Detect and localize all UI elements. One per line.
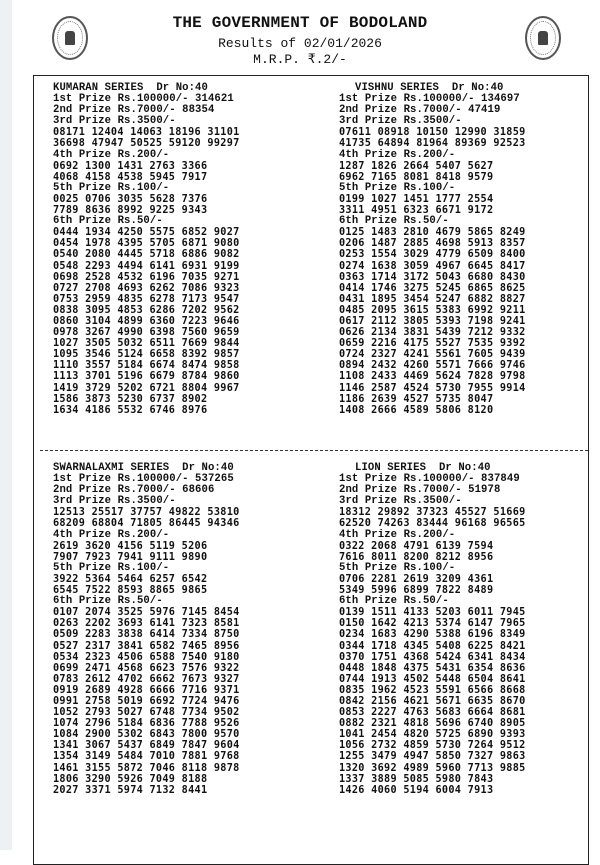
- fifth-prize-numbers: 0025 0706 3035 5628 7376: [53, 193, 208, 205]
- series-heading: SWARNALAXMI SERIES Dr No:40: [53, 462, 234, 474]
- third-prize-numbers: 12513 25517 37757 49822 53810: [53, 507, 240, 519]
- sixth-prize-numbers: 0659 2216 4175 5527 7535 9392: [339, 338, 526, 350]
- sixth-prize-numbers: 0448 1848 4375 5431 6354 8636: [339, 662, 526, 674]
- fifth-prize-numbers: 7789 8636 8992 9225 9343: [53, 205, 208, 217]
- sixth-prize-numbers: 1186 2639 4527 5735 8047: [339, 393, 494, 405]
- sixth-prize-numbers: 0454 1978 4395 5705 6871 9080: [53, 238, 240, 250]
- sixth-prize-numbers: 0139 1511 4133 5203 6011 7945: [339, 607, 526, 619]
- sixth-prize-numbers: 1408 2666 4589 5806 8120: [339, 404, 494, 416]
- fifth-prize-label: 5th Prize Rs.100/-: [339, 181, 456, 194]
- sixth-prize-numbers: 0617 2112 3805 5393 7198 9241: [339, 315, 526, 327]
- third-prize-label: 3rd Prize Rs.3500/-: [53, 115, 176, 128]
- sixth-prize-numbers: 0842 2156 4621 5671 6635 8670: [339, 695, 526, 707]
- sixth-prize-numbers: 0626 2134 3831 5439 7212 9332: [339, 327, 526, 339]
- series-heading: KUMARAN SERIES Dr No:40: [53, 82, 208, 94]
- sixth-prize-numbers: 1634 4186 5532 6746 8976: [53, 404, 208, 416]
- second-prize: 2nd Prize Rs.7000/- 51978: [339, 484, 501, 497]
- sixth-prize-numbers: 0919 2689 4928 6666 7716 9371: [53, 684, 240, 696]
- sixth-prize-numbers: 0527 2317 3841 6582 7465 8956: [53, 640, 240, 652]
- sixth-prize-numbers: 1110 3557 5184 6674 8474 9858: [53, 360, 240, 372]
- second-prize: 2nd Prize Rs.7000/- 47419: [339, 104, 501, 117]
- sixth-prize-label: 6th Prize Rs.50/-: [53, 595, 163, 608]
- sixth-prize-numbers: 1806 3290 5926 7049 8188: [53, 773, 208, 785]
- fourth-prize-numbers: 2619 3620 4156 5119 5206: [53, 540, 208, 552]
- fifth-prize-numbers: 5349 5996 6899 7822 8489: [339, 585, 494, 597]
- sixth-prize-numbers: 0253 1554 3029 4779 6509 8400: [339, 249, 526, 261]
- sixth-prize-numbers: 0894 2432 4260 5571 7666 9746: [339, 360, 526, 372]
- sixth-prize-numbers: 0206 1487 2885 4698 5913 8357: [339, 238, 526, 250]
- sixth-prize-numbers: 0744 1913 4502 5448 6504 8641: [339, 673, 526, 685]
- sixth-prize-numbers: 1586 3873 5230 6737 8902: [53, 393, 208, 405]
- series-block-kumaran: [53, 83, 240, 416]
- sixth-prize-numbers: 0838 3095 4853 6286 7202 9562: [53, 304, 240, 316]
- sixth-prize-numbers: 1108 2433 4469 5624 7828 9798: [339, 371, 526, 383]
- series-heading: LION SERIES Dr No:40: [355, 462, 491, 474]
- third-prize-numbers: 62520 74263 83444 96168 96565: [339, 518, 526, 530]
- fourth-prize-numbers: 7616 8011 8200 8212 8956: [339, 551, 494, 563]
- left-margin-strip: [0, 0, 12, 850]
- sixth-prize-numbers: 0753 2959 4835 6278 7173 9547: [53, 293, 240, 305]
- fourth-prize-label: 4th Prize Rs.200/-: [339, 528, 456, 541]
- sixth-prize-numbers: 0991 2758 5019 6692 7724 9476: [53, 695, 240, 707]
- sixth-prize-numbers: 0540 2080 4445 5718 6886 9082: [53, 249, 240, 261]
- fourth-prize-numbers: 1287 1826 2664 5407 5627: [339, 160, 494, 172]
- second-prize: 2nd Prize Rs.7000/- 68606: [53, 484, 215, 497]
- first-prize: 1st Prize Rs.100000/- 134697: [339, 93, 520, 106]
- fourth-prize-label: 4th Prize Rs.200/-: [53, 528, 170, 541]
- sixth-prize-numbers: 1320 3692 4989 5960 7713 9885: [339, 762, 526, 774]
- sixth-prize-numbers: 0548 2293 4494 6141 6931 9199: [53, 260, 240, 272]
- fifth-prize-label: 5th Prize Rs.100/-: [339, 561, 456, 574]
- sixth-prize-numbers: 0363 1714 3172 5043 6680 8430: [339, 271, 526, 283]
- sixth-prize-numbers: 1419 3729 5202 6721 8804 9967: [53, 382, 240, 394]
- sixth-prize-numbers: 1074 2796 5184 6836 7788 9526: [53, 718, 240, 730]
- second-prize: 2nd Prize Rs.7000/- 88354: [53, 104, 215, 117]
- fifth-prize-label: 5th Prize Rs.100/-: [53, 181, 170, 194]
- sixth-prize-label: 6th Prize Rs.50/-: [53, 215, 163, 228]
- fourth-prize-label: 4th Prize Rs.200/-: [339, 148, 456, 161]
- fifth-prize-numbers: 0199 1027 1451 1777 2554: [339, 193, 494, 205]
- sixth-prize-numbers: 1027 3505 5032 6511 7669 9844: [53, 338, 240, 350]
- page-header: [0, 0, 600, 75]
- section-divider: [40, 450, 588, 451]
- sixth-prize-numbers: 0882 2321 4818 5696 6740 8905: [339, 718, 526, 730]
- fourth-prize-label: 4th Prize Rs.200/-: [53, 148, 170, 161]
- sixth-prize-numbers: 2027 3371 5974 7132 8441: [53, 784, 208, 796]
- third-prize-label: 3rd Prize Rs.3500/-: [339, 115, 462, 128]
- sixth-prize-label: 6th Prize Rs.50/-: [339, 595, 449, 608]
- series-block-vishnu: [339, 83, 526, 416]
- sixth-prize-numbers: 0274 1638 3059 4967 6645 8417: [339, 260, 526, 272]
- sixth-prize-numbers: 0344 1718 4345 5408 6225 8421: [339, 640, 526, 652]
- sixth-prize-numbers: 1354 3149 5484 7010 7881 9768: [53, 751, 240, 763]
- sixth-prize-numbers: 0263 2202 3693 6141 7323 8581: [53, 618, 240, 630]
- sixth-prize-numbers: 1146 2587 4524 5730 7955 9914: [339, 382, 526, 394]
- sixth-prize-numbers: 1255 3479 4947 5850 7327 9863: [339, 751, 526, 763]
- third-prize-numbers: 08171 12404 14063 18196 31101: [53, 127, 240, 139]
- third-prize-label: 3rd Prize Rs.3500/-: [53, 495, 176, 508]
- third-prize-numbers: 07611 08918 10150 12990 31859: [339, 127, 526, 139]
- first-prize: 1st Prize Rs.100000/- 314621: [53, 93, 234, 106]
- sixth-prize-numbers: 0699 2471 4568 6623 7576 9322: [53, 662, 240, 674]
- fifth-prize-numbers: 6545 7522 8593 8865 9865: [53, 585, 208, 597]
- results-date: Results of 02/01/2026: [218, 36, 382, 51]
- sixth-prize-numbers: 0509 2283 3838 6414 7334 8750: [53, 629, 240, 641]
- mrp-price: M.R.P. ₹.2/-: [253, 52, 347, 67]
- sixth-prize-numbers: 0150 1642 4213 5374 6147 7965: [339, 618, 526, 630]
- sixth-prize-numbers: 0860 3104 4899 6360 7223 9646: [53, 315, 240, 327]
- sixth-prize-numbers: 1041 2454 4820 5725 6890 9393: [339, 729, 526, 741]
- sixth-prize-numbers: 1426 4060 5194 6004 7913: [339, 784, 494, 796]
- sixth-prize-numbers: 1084 2900 5302 6843 7800 9570: [53, 729, 240, 741]
- sixth-prize-numbers: 1341 3067 5437 6849 7847 9604: [53, 740, 240, 752]
- sixth-prize-numbers: 0724 2327 4241 5561 7605 9439: [339, 349, 526, 361]
- third-prize-label: 3rd Prize Rs.3500/-: [339, 495, 462, 508]
- sixth-prize-numbers: 0698 2528 4532 6196 7035 9271: [53, 271, 240, 283]
- sixth-prize-numbers: 0431 1895 3454 5247 6882 8827: [339, 293, 526, 305]
- fourth-prize-numbers: 6962 7165 8081 8418 9579: [339, 171, 494, 183]
- series-block-lion: [339, 463, 526, 796]
- page-title: THE GOVERNMENT OF BODOLAND: [172, 14, 428, 32]
- sixth-prize-numbers: 0853 2227 4763 5683 6664 8681: [339, 707, 526, 719]
- series-heading: VISHNU SERIES Dr No:40: [355, 82, 504, 94]
- sixth-prize-numbers: 0370 1751 4368 5424 6341 8434: [339, 651, 526, 663]
- fourth-prize-numbers: 4068 4158 4538 5945 7917: [53, 171, 208, 183]
- sixth-prize-numbers: 0234 1683 4290 5388 6196 8349: [339, 629, 526, 641]
- third-prize-numbers: 36698 47947 50525 59120 99297: [53, 138, 240, 150]
- fifth-prize-numbers: 0706 2281 2619 3209 4361: [339, 573, 494, 585]
- sixth-prize-numbers: 0107 2074 3525 5976 7145 8454: [53, 607, 240, 619]
- sixth-prize-label: 6th Prize Rs.50/-: [339, 215, 449, 228]
- third-prize-numbers: 41735 64894 81964 89369 92523: [339, 138, 526, 150]
- sixth-prize-numbers: 0485 2095 3615 5383 6992 9211: [339, 304, 526, 316]
- sixth-prize-numbers: 0125 1483 2810 4679 5865 8249: [339, 227, 526, 239]
- third-prize-numbers: 68209 68804 71805 86445 94346: [53, 518, 240, 530]
- sixth-prize-numbers: 0835 1962 4523 5591 6566 8668: [339, 684, 526, 696]
- fourth-prize-numbers: 0692 1300 1431 2763 3366: [53, 160, 208, 172]
- sixth-prize-numbers: 0414 1746 3275 5245 6865 8625: [339, 282, 526, 294]
- third-prize-numbers: 18312 29892 37323 45527 51669: [339, 507, 526, 519]
- sixth-prize-numbers: 0444 1934 4250 5575 6852 9027: [53, 227, 240, 239]
- state-seal-icon: [525, 16, 561, 60]
- sixth-prize-numbers: 1461 3155 5872 7046 8118 9878: [53, 762, 240, 774]
- fifth-prize-numbers: 3922 5364 5464 6257 6542: [53, 573, 208, 585]
- sixth-prize-numbers: 0978 3267 4990 6398 7560 9659: [53, 327, 240, 339]
- sixth-prize-numbers: 1052 2793 5027 6748 7734 9502: [53, 707, 240, 719]
- sixth-prize-numbers: 1337 3889 5085 5980 7843: [339, 773, 494, 785]
- sixth-prize-numbers: 0534 2323 4506 6588 7540 9180: [53, 651, 240, 663]
- sixth-prize-numbers: 0783 2612 4702 6662 7673 9327: [53, 673, 240, 685]
- sixth-prize-numbers: 1113 3701 5196 6679 8784 9860: [53, 371, 240, 383]
- sixth-prize-numbers: 0727 2708 4693 6262 7086 9323: [53, 282, 240, 294]
- fourth-prize-numbers: 0322 2068 4791 6139 7594: [339, 540, 494, 552]
- fourth-prize-numbers: 7907 7923 7941 9111 9890: [53, 551, 208, 563]
- fifth-prize-numbers: 3311 4951 6323 6671 9172: [339, 205, 494, 217]
- fifth-prize-label: 5th Prize Rs.100/-: [53, 561, 170, 574]
- sixth-prize-numbers: 1056 2732 4859 5730 7264 9512: [339, 740, 526, 752]
- first-prize: 1st Prize Rs.100000/- 537265: [53, 473, 234, 486]
- sixth-prize-numbers: 1095 3546 5124 6658 8392 9857: [53, 349, 240, 361]
- series-block-swarnalaxmi: [53, 463, 240, 796]
- first-prize: 1st Prize Rs.100000/- 837849: [339, 473, 520, 486]
